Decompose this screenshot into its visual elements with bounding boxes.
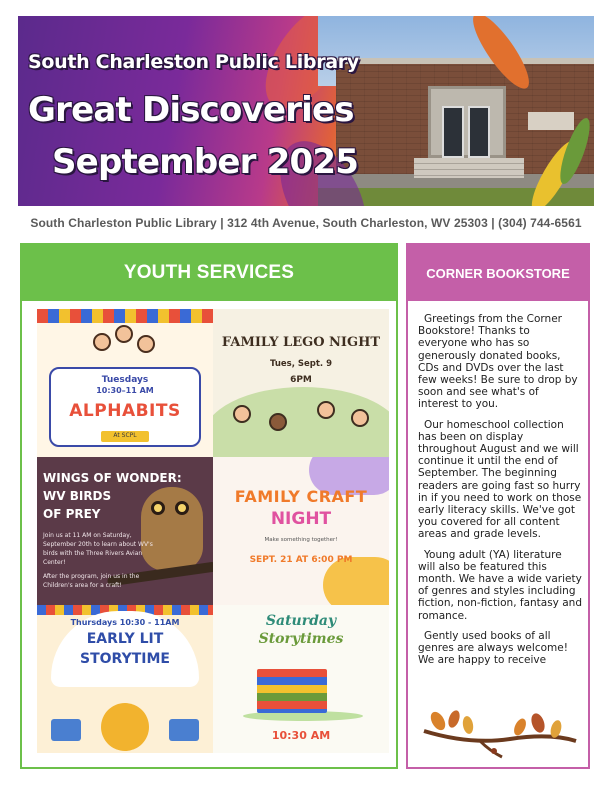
storytimes-title-line1: Saturday: [265, 613, 337, 629]
library-door: [468, 106, 490, 158]
book-icon: [169, 719, 199, 741]
child-illustration: [269, 413, 287, 431]
storytimes-title-line2: Storytimes: [258, 631, 344, 647]
wings-title-line: OF PREY: [43, 507, 101, 521]
lego-night-flyer: [213, 309, 389, 457]
book-icon: [51, 719, 81, 741]
early-lit-time: Thursdays 10:30 - 11AM: [70, 618, 180, 627]
newsletter-date: September 2025: [52, 142, 359, 182]
lego-night-date: Tues, Sept. 9: [269, 359, 333, 369]
craft-title-line2: NIGHT: [270, 509, 332, 529]
child-illustration: [317, 401, 335, 419]
early-lit-title-line1: EARLY LIT: [86, 631, 164, 647]
lego-night-title: FAMILY LEGO NIGHT: [221, 335, 381, 350]
wings-title-line: WV BIRDS: [43, 489, 112, 503]
corner-bookstore-heading: CORNER BOOKSTORE: [408, 245, 588, 301]
autumn-branch-icon: [420, 701, 580, 761]
craft-date-time: SEPT. 21 AT 6:00 PM: [249, 555, 353, 565]
family-craft-flyer: [213, 457, 389, 605]
bookstore-paragraph: Our homeschool collection has been on display throughout August and we will continue it until the end of September. The beginning readers are going fast so hurry in if you need to work on those early literacy skills. We've got you covered for all content areas and grade levels.: [418, 418, 582, 541]
sun-icon: [101, 703, 149, 751]
book-stack-icon: [257, 669, 327, 713]
header-banner: [18, 16, 594, 206]
youth-services-panel: [20, 243, 398, 769]
alphabits-flyer: [37, 309, 213, 457]
craft-tagline: Make something together!: [264, 537, 338, 543]
craft-title-line1: FAMILY CRAFT: [234, 487, 368, 506]
wings-body-line: Join us at 11 AM on Saturday,: [43, 532, 132, 539]
alphabits-day: Tuesdays: [101, 375, 149, 385]
early-lit-title-line2: STORYTIME: [80, 651, 170, 667]
early-lit-flyer: [37, 605, 213, 753]
youth-services-heading: YOUTH SERVICES: [22, 245, 396, 301]
corner-bookstore-panel: [406, 243, 590, 769]
children-illustration: [93, 323, 157, 367]
wings-body-line: Children's area for a craft!: [43, 582, 122, 589]
storytimes-time: 10:30 AM: [271, 729, 331, 742]
building-sign: [528, 112, 574, 130]
wings-of-wonder-flyer: [37, 457, 213, 605]
wings-description: [43, 531, 153, 590]
lego-night-time: 6PM: [290, 375, 312, 385]
entrance-steps: [414, 158, 524, 178]
newsletter-title: Great Discoveries: [28, 90, 354, 130]
child-illustration: [351, 409, 369, 427]
wings-body-line: September 20th to learn about WV's: [43, 541, 153, 548]
wings-body-line: Center!: [43, 559, 66, 566]
alphabits-title: ALPHABITS: [69, 401, 181, 421]
library-name: South Charleston Public Library: [28, 51, 359, 73]
wings-title: [43, 469, 182, 523]
alphabits-location: At SCPL: [113, 432, 137, 439]
bookstore-paragraph: Young adult (YA) literature will also be featured this month. We have a wide variety of genres and styles including fiction, non-fiction, fantasy and romance.: [418, 548, 582, 622]
library-door: [442, 106, 464, 158]
saturday-storytimes-flyer: [213, 605, 389, 753]
child-illustration: [233, 405, 251, 423]
corner-bookstore-text: [418, 313, 582, 674]
wings-body-line: After the program, join us in the: [43, 573, 140, 580]
alphabits-time: 10:30–11 AM: [96, 386, 154, 395]
address-line: South Charleston Public Library | 312 4th Avenue, South Charleston, WV 25303 | (304) 744-6561: [30, 216, 582, 230]
bookstore-paragraph: Gently used books of all genres are always welcome! We are happy to receive: [418, 629, 568, 667]
wings-title-line: WINGS OF WONDER:: [43, 471, 182, 485]
library-entrance: [428, 86, 506, 158]
wings-body-line: birds with the Three Rivers Avian: [43, 550, 143, 557]
bunting-decoration: [37, 309, 213, 323]
bookstore-paragraph: Greetings from the Corner Bookstore! Thanks to everyone who has so generously donated books, CDs and DVDs over the last few weeks! Be sure to drop by soon and see what's of interest to you.: [418, 313, 578, 411]
